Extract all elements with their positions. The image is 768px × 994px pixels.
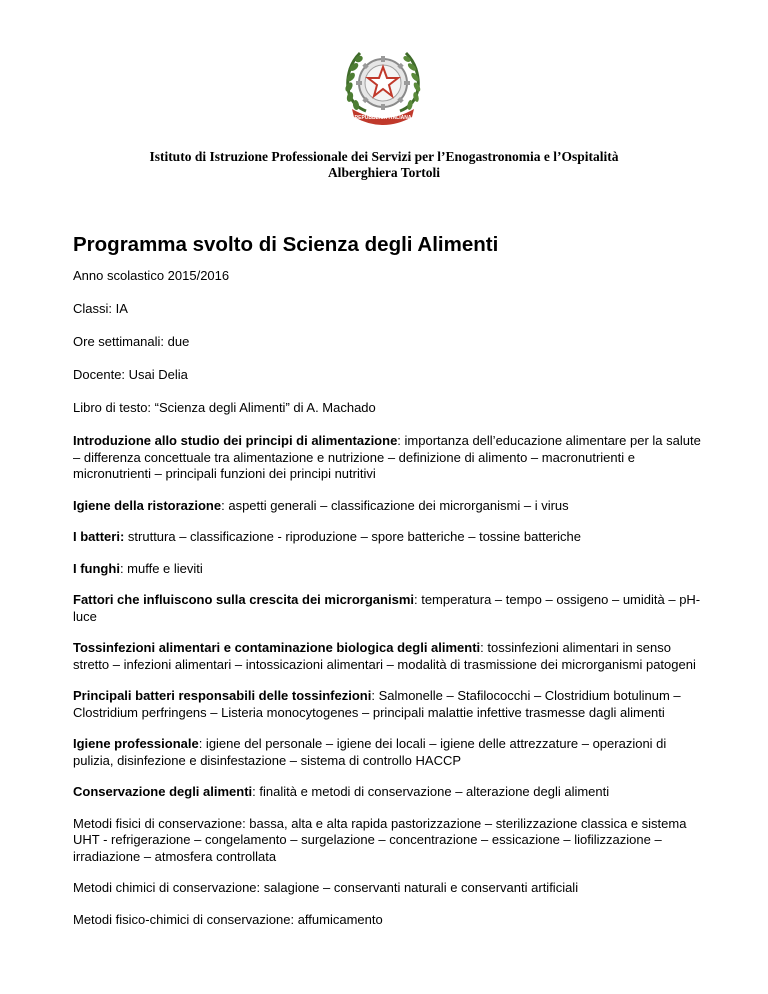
topic-heading: I funghi — [73, 560, 120, 576]
topic-paragraph — [73, 498, 703, 515]
topic-paragraph — [73, 561, 703, 578]
topic-text: : tossinfezioni alimentari in senso stretto – infezioni alimentari – intossicazioni alimentari – modalità di trasmissione dei microrganismi patogeni — [73, 640, 696, 672]
topic-text: : Salmonelle – Stafilococchi – Clostridium botulinum – Clostridium perfringens – Listeria monocytogenes – principali malattie infettive trasmesse dagli alimenti — [73, 688, 681, 720]
topic-heading: Igiene professionale — [73, 736, 199, 751]
topic-paragraph — [73, 912, 703, 929]
topic-text: : muffe e lieviti — [119, 560, 203, 576]
topic-paragraph — [73, 529, 703, 546]
weekly-hours: Ore settimanali: due — [73, 334, 190, 349]
topic-heading: Principali batteri responsabili delle tossinfezioni — [73, 688, 372, 703]
topic-paragraph — [73, 592, 703, 625]
document-body — [73, 268, 703, 943]
topic-text: : importanza dell’educazione alimentare per la salute – differenza concettuale tra alimentazione e nutrizione – definizione di alimento – macronutrienti e micronutrienti – principali funzioni dei principi nutritivi — [73, 433, 701, 481]
school-year: Anno scolastico 2015/2016 — [73, 268, 230, 283]
textbook: Libro di testo: “Scienza degli Alimenti” di A. Machado — [73, 400, 376, 415]
teacher: Docente: Usai Delia — [73, 367, 188, 382]
institute-name-line2: Alberghiera Tortoli — [327, 165, 441, 180]
topic-text: : aspetti generali – classificazione dei microrganismi – i virus — [221, 497, 569, 513]
topic-heading: Tossinfezioni alimentari e contaminazione biologica degli alimenti — [73, 640, 481, 655]
topic-heading: Igiene della ristorazione — [73, 497, 222, 513]
topic-paragraph — [73, 816, 703, 866]
topic-paragraph — [73, 433, 703, 483]
program-info — [73, 268, 703, 417]
topic-text: : finalità e metodi di conservazione – alterazione degli alimenti — [252, 784, 610, 799]
topic-text: Metodi chimici di conservazione: salagione – conservanti naturali e conservanti artificiali — [73, 880, 579, 895]
topic-text: : temperatura – tempo – ossigeno – umidità – pH- luce — [73, 592, 701, 624]
topic-paragraph — [73, 736, 703, 769]
topic-paragraph — [73, 880, 703, 897]
institute-name-line1: Istituto di Istruzione Professionale dei Servizi per l’Enogastronomia e l’Ospitalità — [149, 149, 619, 164]
topic-paragraph — [73, 640, 703, 673]
institute-name — [60, 149, 708, 181]
svg-text:REPUBBLICA ITALIANA: REPUBBLICA ITALIANA — [354, 115, 412, 121]
document-title: Programma svolto di Scienza degli Alimenti — [73, 233, 499, 256]
topic-text: struttura – classificazione - riproduzione – spore batteriche – tossine batteriche — [124, 529, 581, 544]
topic-heading: Fattori che influiscono sulla crescita dei microrganismi — [73, 592, 414, 607]
topic-paragraph — [73, 688, 703, 721]
topic-heading: Conservazione degli alimenti — [73, 784, 253, 799]
topic-text: Metodi fisico-chimici di conservazione: affumicamento — [73, 911, 383, 927]
topic-paragraph — [73, 784, 703, 801]
italian-republic-emblem-icon — [338, 47, 428, 125]
topic-text: : igiene del personale – igiene dei locali – igiene delle attrezzature – operazioni di pulizia, disinfezione e disinfestazione – sistema di controllo HACCP — [73, 736, 667, 768]
topic-heading: I batteri: — [73, 529, 125, 544]
topic-heading: Introduzione allo studio dei principi di alimentazione — [73, 433, 398, 448]
topic-text: Metodi fisici di conservazione: bassa, alta e alta rapida pastorizzazione – sterilizzazione classica e sistema UHT - refrigerazione – congelamento – surgelazione – concentrazione – essicazione – liofilizzazione – irradiazione – atmosfera controllata — [73, 815, 687, 864]
classes: Classi: IA — [73, 301, 128, 316]
